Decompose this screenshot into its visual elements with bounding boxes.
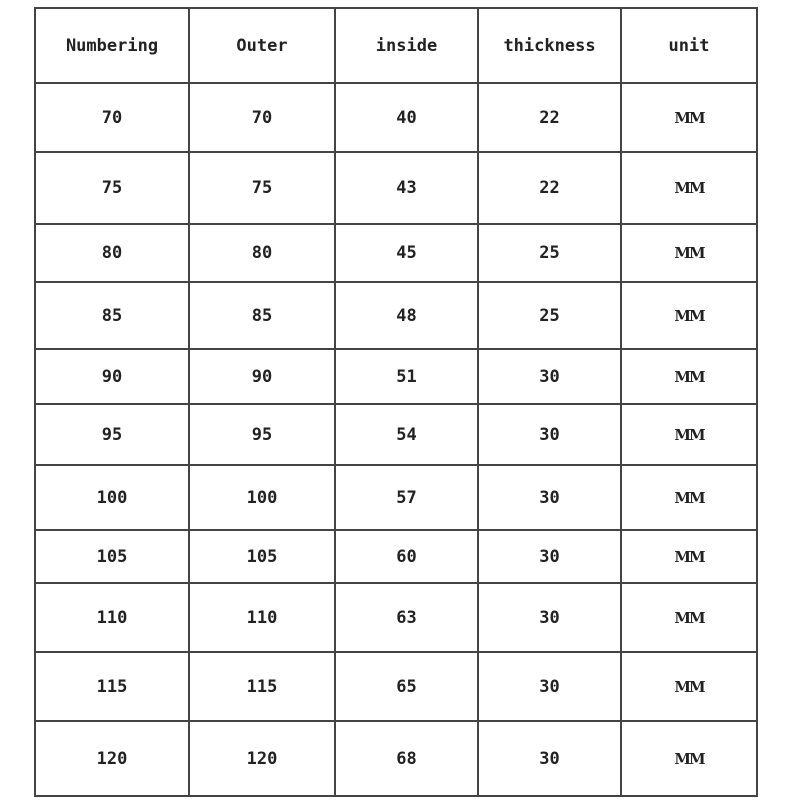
cell-inside: 60 [335,530,478,583]
cell-inside: 54 [335,404,478,465]
table-row [35,404,757,465]
cell-outer: 75 [189,152,335,224]
cell-unit: MM [621,721,757,796]
cell-numbering: 95 [35,404,189,465]
table-row [35,282,757,349]
cell-unit: MM [621,530,757,583]
cell-numbering: 90 [35,349,189,404]
cell-numbering: 75 [35,152,189,224]
cell-thickness: 22 [478,152,621,224]
cell-unit: MM [621,152,757,224]
cell-unit: MM [621,349,757,404]
cell-outer: 120 [189,721,335,796]
table-row [35,583,757,652]
cell-inside: 43 [335,152,478,224]
cell-thickness: 30 [478,404,621,465]
cell-thickness: 30 [478,349,621,404]
cell-inside: 63 [335,583,478,652]
header-row [35,8,757,83]
cell-unit: MM [621,652,757,721]
cell-inside: 57 [335,465,478,530]
cell-numbering: 80 [35,224,189,282]
header-numbering: Numbering [35,8,189,83]
cell-outer: 100 [189,465,335,530]
cell-thickness: 30 [478,530,621,583]
table-row [35,652,757,721]
cell-numbering: 115 [35,652,189,721]
cell-thickness: 22 [478,83,621,152]
cell-outer: 80 [189,224,335,282]
cell-inside: 48 [335,282,478,349]
cell-outer: 105 [189,530,335,583]
cell-unit: MM [621,465,757,530]
header-inside: inside [335,8,478,83]
cell-unit: MM [621,583,757,652]
cell-outer: 110 [189,583,335,652]
cell-inside: 51 [335,349,478,404]
cell-numbering: 85 [35,282,189,349]
header-thickness: thickness [478,8,621,83]
cell-unit: MM [621,83,757,152]
cell-thickness: 30 [478,721,621,796]
cell-inside: 40 [335,83,478,152]
cell-outer: 70 [189,83,335,152]
cell-numbering: 120 [35,721,189,796]
cell-numbering: 100 [35,465,189,530]
cell-numbering: 105 [35,530,189,583]
table-row [35,530,757,583]
cell-outer: 90 [189,349,335,404]
cell-thickness: 30 [478,465,621,530]
cell-thickness: 30 [478,652,621,721]
header-outer: Outer [189,8,335,83]
cell-unit: MM [621,224,757,282]
cell-inside: 45 [335,224,478,282]
cell-numbering: 110 [35,583,189,652]
table-row [35,224,757,282]
size-table [34,7,758,797]
table-row [35,721,757,796]
cell-thickness: 25 [478,282,621,349]
cell-thickness: 25 [478,224,621,282]
table-row [35,152,757,224]
cell-inside: 68 [335,721,478,796]
table-row [35,465,757,530]
cell-outer: 115 [189,652,335,721]
cell-inside: 65 [335,652,478,721]
table-row [35,349,757,404]
cell-thickness: 30 [478,583,621,652]
cell-outer: 95 [189,404,335,465]
table-row [35,83,757,152]
header-unit: unit [621,8,757,83]
cell-numbering: 70 [35,83,189,152]
cell-unit: MM [621,282,757,349]
cell-outer: 85 [189,282,335,349]
cell-unit: MM [621,404,757,465]
